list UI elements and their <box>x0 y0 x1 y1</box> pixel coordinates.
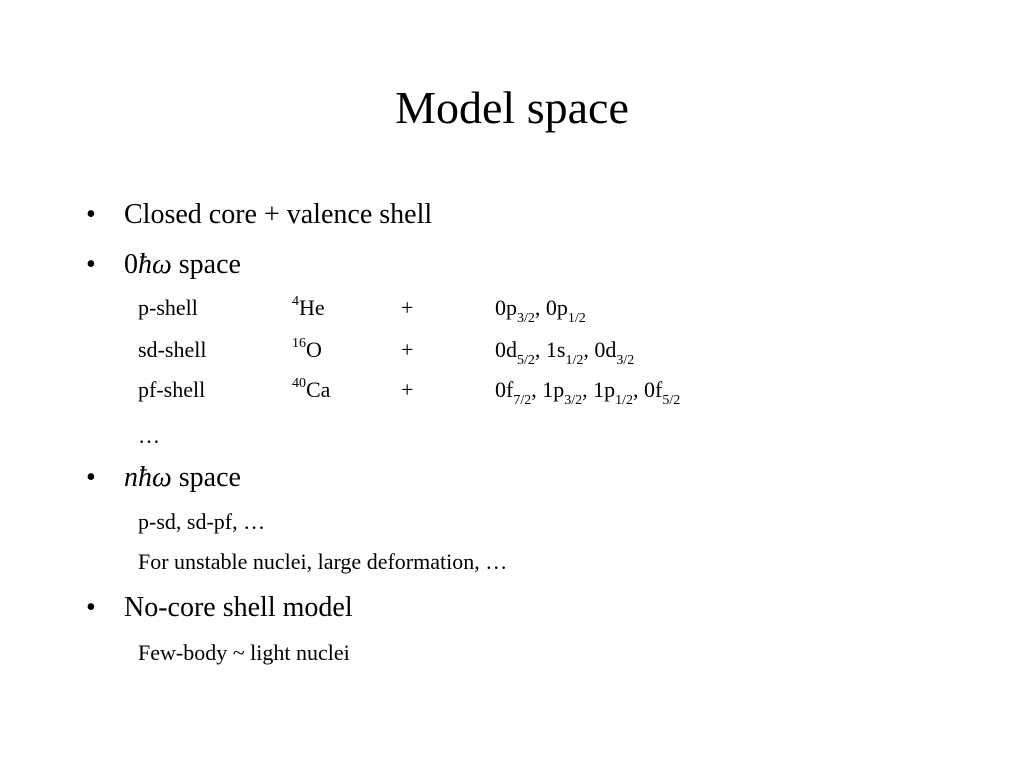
bullet-marker: • <box>86 592 96 623</box>
bullet-suffix: space <box>171 249 241 280</box>
valence-orbits: $0d_{5/2}$, $1s_{1/2}$, $0d_{3/2}$ <box>495 337 635 369</box>
shell-row-p <box>138 293 858 327</box>
shell-name: sd-shell <box>138 337 207 362</box>
element-symbol: Ca <box>306 377 331 402</box>
nhw-subline: For unstable nuclei, large deformation, … <box>138 549 508 574</box>
orbit-j: 3/2 <box>564 393 583 409</box>
orbit <box>545 295 586 327</box>
valence-orbits: $0p_{3/2}$, $0p_{1/2}$ <box>495 295 586 327</box>
orbit-j: 3/2 <box>517 311 535 327</box>
mass-number: 40 <box>292 375 306 391</box>
orbit <box>542 377 583 409</box>
bullet-text: No-core shell model <box>124 592 353 623</box>
bullet-suffix: space <box>171 462 241 493</box>
orbit <box>545 337 584 369</box>
orbit <box>495 377 532 409</box>
orbit-j: 1/2 <box>565 353 584 369</box>
orbit-base: 0d <box>594 337 617 362</box>
slide-title: Model space <box>395 82 629 133</box>
hbar-omega-symbol: ħω <box>138 462 172 493</box>
shell-ellipsis: … <box>138 423 160 448</box>
orbit <box>594 337 635 369</box>
mass-number: 16 <box>292 335 306 351</box>
orbit-base: 0f <box>644 377 663 402</box>
orbit <box>593 377 633 409</box>
orbit-base: 0f <box>495 377 514 402</box>
mass-number: 4 <box>292 293 299 309</box>
orbit-j: 1/2 <box>615 393 633 409</box>
shell-row-pf <box>138 375 858 409</box>
bullet-marker: • <box>86 199 96 230</box>
bullet-text <box>124 248 241 282</box>
orbit-base: 0p <box>495 295 517 320</box>
orbit <box>495 337 535 369</box>
orbit-base: 1p <box>542 377 565 402</box>
plus-sign: + <box>401 337 414 362</box>
core-nucleus <box>292 376 330 404</box>
orbit-j: 1/2 <box>567 311 586 327</box>
orbit-base: 1p <box>593 377 616 402</box>
shell-name: p-shell <box>138 295 198 320</box>
nocore-subline: Few-body ~ light nuclei <box>138 640 350 665</box>
shell-row-sd <box>138 335 858 369</box>
bullet-prefix: n <box>124 462 138 493</box>
plus-sign: + <box>401 295 414 320</box>
element-symbol: He <box>299 295 325 320</box>
orbit <box>495 295 535 327</box>
bullet-text <box>124 461 241 495</box>
orbit-base: 0p <box>545 295 568 320</box>
bullet-text: Closed core + valence shell <box>124 199 433 230</box>
core-nucleus <box>292 294 325 322</box>
hbar-omega-symbol: ħω <box>138 249 172 280</box>
bullet-marker: • <box>86 249 96 280</box>
orbit-j: 3/2 <box>616 353 635 369</box>
core-nucleus <box>292 336 322 364</box>
bullet-prefix: 0 <box>124 249 138 280</box>
orbit-j: 5/2 <box>662 393 681 409</box>
orbit-base: 1s <box>545 337 566 362</box>
element-symbol: O <box>306 337 322 362</box>
bullet-marker: • <box>86 462 96 493</box>
valence-orbits: $0f_{7/2}$, $1p_{3/2}$, $1p_{1/2}$, $0f_{5/2}$ <box>495 377 681 409</box>
nhw-subline: p-sd, sd-pf, … <box>138 509 266 534</box>
orbit <box>644 377 681 409</box>
shell-name: pf-shell <box>138 377 206 402</box>
orbit-base: 0d <box>495 337 517 362</box>
orbit-j: 5/2 <box>517 353 535 369</box>
plus-sign: + <box>401 377 414 402</box>
orbit-j: 7/2 <box>513 393 532 409</box>
